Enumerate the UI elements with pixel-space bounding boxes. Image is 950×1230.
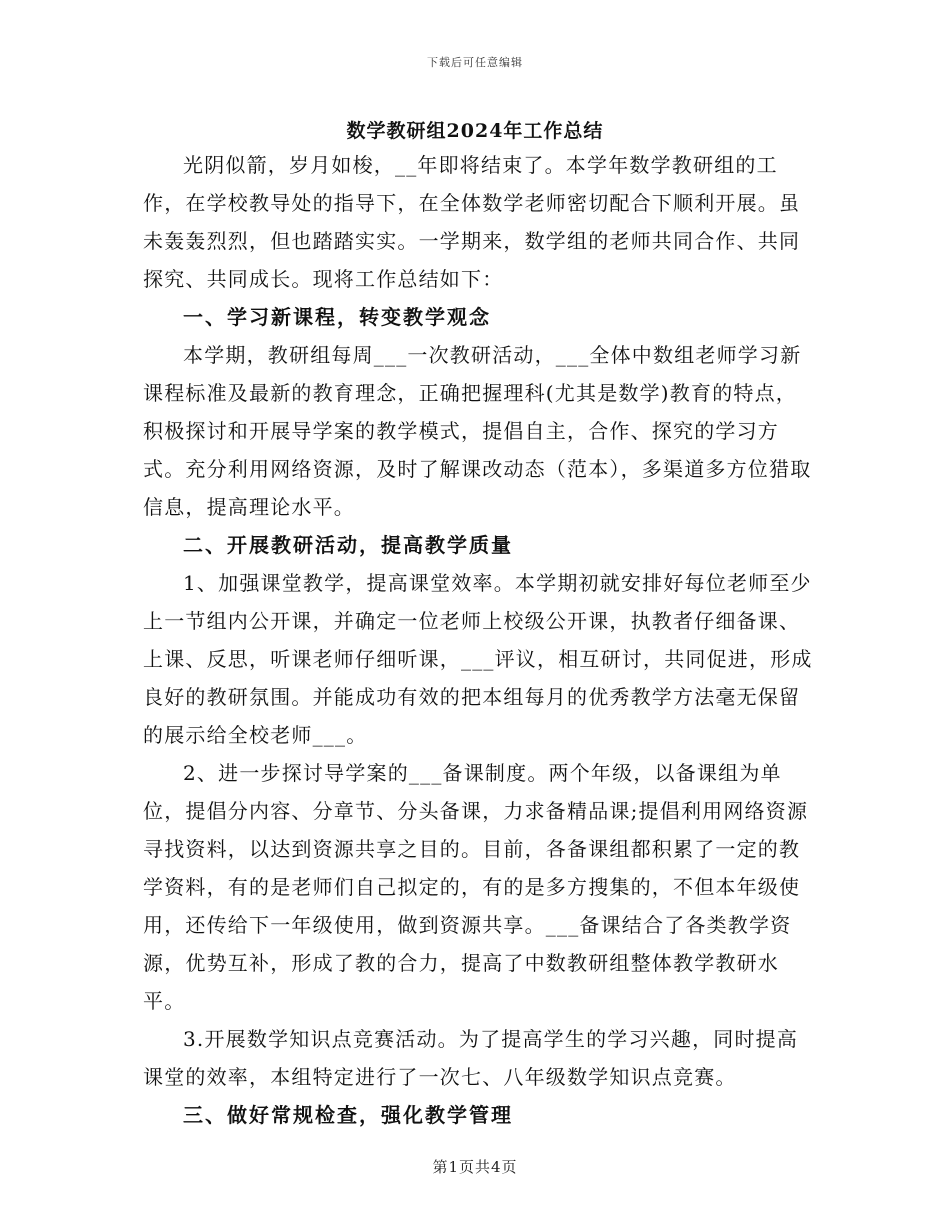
section-2-item-3: 3.开展数学知识点竞赛活动。为了提高学生的学习兴趣，同时提高课堂的效率，本组特定进行了一次七、八年级数学知识点竞赛。 [143,1027,799,1089]
document-body [143,146,818,1134]
section-3-heading: 三、做好常规检查，强化教学管理 [183,1103,513,1127]
header-note: 下载后可任意编辑 [427,56,523,69]
section-2-item-2: 2、进一步探讨导学案的___备课制度。两个年级，以备课组为单位，提倡分内容、分章节、分头备课，力求备精品课;提倡利用网络资源寻找资料，以达到资源共享之目的。目前，各备课组都积累了一定的教学资料，有的是老师们自己拟定的，有的是多方搜集的，不但本年级使用，还传给下一年级使用，做到资源共享。___备课结合了各类教学资源，优势互补，形成了教的合力，提高了中数教研组整体教学教研水平。 [143,761,809,1013]
section-1-paragraph: 本学期，教研组每周___一次教研活动，___全体中数组老师学习新课程标准及最新的教育理念，正确把握理科(尤其是数学)教育的特点，积极探讨和开展导学案的教学模式，提倡自主，合作、探究的学习方式。充分利用网络资源，及时了解课改动态（范本），多渠道多方位猎取信息，提高理论水平。 [143,343,812,519]
document-title: 数学教研组2024年工作总结 [346,120,604,142]
page-number-footer: 第1页共4页 [432,1158,518,1176]
section-2-item-1: 1、加强课堂教学，提高课堂效率。本学期初就安排好每位老师至少上一节组内公开课，并确定一位老师上校级公开课，执教者仔细备课、上课、反思，听课老师仔细听课，___评议，相互研讨，共同促进，形成良好的教研氛围。并能成功有效的把本组每月的优秀教学方法毫无保留的展示给全校老师___。 [143,571,813,747]
section-2-heading: 二、开展教研活动，提高教学质量 [183,533,513,557]
intro-paragraph: 光阴似箭，岁月如梭，__年即将结束了。本学年数学教研组的工作，在学校教导处的指导下，在全体数学老师密切配合下顺利开展。虽未轰轰烈烈，但也踏踏实实。一学期来，数学组的老师共同合作、共同探究、共同成长。现将工作总结如下： [143,153,801,291]
section-1-heading: 一、学习新课程，转变教学观念 [183,305,491,329]
